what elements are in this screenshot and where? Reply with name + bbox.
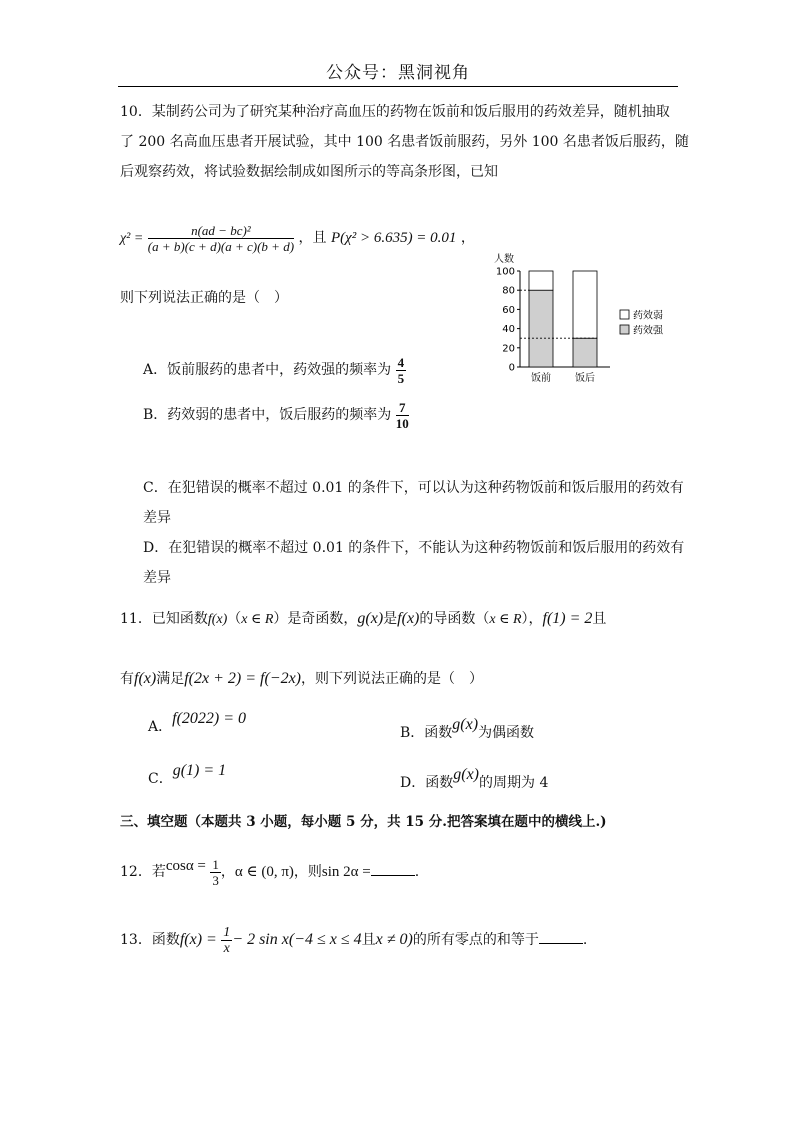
page-header-title: 公众号：黑洞视角 — [326, 63, 470, 83]
bar-segment — [573, 271, 597, 338]
q12-alpha-range: α ∈ (0, π) — [234, 864, 294, 880]
q11-option-d — [400, 768, 548, 798]
legend-label: 药效弱 — [633, 310, 663, 322]
formula-denominator: (a + b)(c + d)(a + c)(b + d) — [147, 238, 295, 254]
q13-fraction — [221, 925, 232, 956]
q11-line2 — [120, 664, 483, 694]
q11-option-b-label: B．函数 — [400, 725, 453, 741]
q13-line — [120, 918, 587, 962]
q11-option-d-math: g(x) — [453, 766, 479, 783]
q13-expression-2: x ≠ 0) — [375, 931, 413, 948]
option-b-fraction — [396, 400, 409, 431]
q12-answer-blank — [371, 863, 415, 876]
q11-functional-equation: f(2x + 2) = f(−2x) — [184, 670, 301, 687]
q11-f-of-x: f(x) — [207, 612, 228, 627]
q12-end: . — [414, 864, 420, 880]
q13-text-1: 13．函数 — [120, 932, 180, 948]
q13-numerator: 1 — [223, 924, 231, 940]
q12-text-2: ， — [220, 864, 235, 880]
stacked-bar-chart — [488, 250, 688, 390]
q11-option-a-math: f(2022) = 0 — [172, 710, 247, 727]
legend-label: 药效强 — [633, 325, 663, 337]
q11-option-d-end: 的周期为 4 — [479, 775, 549, 791]
q12-sin: sin 2α = — [321, 864, 371, 880]
q12-cos: cosα = — [165, 858, 206, 874]
q11-option-b — [400, 718, 534, 748]
y-tick-label: 100 — [495, 266, 515, 278]
bar-segment — [573, 338, 597, 367]
q11-text-3: ）是奇函数， — [273, 611, 358, 627]
q12-denominator: 3 — [212, 872, 219, 888]
q11-text-5: 的导函数（ — [419, 611, 490, 627]
q11-option-c-label: C． — [148, 771, 173, 787]
q11-l2-text-2: 满足 — [156, 671, 185, 687]
q13-fx: f(x) = — [179, 931, 217, 948]
q12-line — [120, 852, 419, 892]
x-category-label: 饭后 — [575, 373, 595, 384]
q13-denominator: x — [223, 940, 230, 956]
q10-line3: 后观察药效，将试验数据绘制成如图所示的等高条形图，已知 — [120, 164, 498, 180]
q10-option-c-line2: 差异 — [143, 510, 171, 526]
formula-end: ， — [460, 230, 475, 246]
q11-option-b-end: 为偶函数 — [478, 725, 535, 741]
formula-numerator: n(ad − bc)² — [148, 223, 294, 239]
q11-text-4: 是 — [383, 611, 398, 627]
option-a-numerator: 4 — [397, 354, 405, 370]
q10-line2: 了 200 名高血压患者开展试验，其中 100 名患者饭前服药，另外 100 名患者饭后服药，随 — [120, 134, 689, 150]
section-3-title: 三、填空题（本题共 3 小题，每小题 5 分，共 15 分.把答案填在题中的横线上.) — [120, 814, 607, 830]
header-divider — [118, 86, 678, 87]
q12-fraction — [210, 857, 221, 888]
q10-line1: 10．某制药公司为了研究某种治疗高血压的药物在饭前和饭后服用的药效差异，随机抽取 — [120, 104, 670, 120]
option-a-text: A．饭前服药的患者中，药效强的频率为 — [143, 362, 392, 378]
formula-lhs: χ² = — [120, 231, 144, 246]
probability-expression: P(χ² > 6.635) = 0.01 — [330, 230, 457, 246]
formula-and: ，且 — [298, 230, 327, 246]
q13-answer-blank — [539, 931, 583, 944]
q11-option-c-math: g(1) = 1 — [172, 762, 227, 779]
q11-g-of-x: g(x) — [357, 610, 384, 627]
q10-option-b — [143, 395, 409, 435]
option-b-text: B．药效弱的患者中，饭后服药的频率为 — [143, 407, 392, 423]
q11-option-c — [148, 764, 226, 794]
bar-segment — [529, 271, 553, 290]
q11-option-b-math: g(x) — [452, 716, 479, 733]
q11-domain-2: x ∈ R — [489, 612, 522, 627]
q10-option-d-line2: 差异 — [143, 570, 171, 586]
legend-swatch — [620, 325, 629, 334]
y-tick-label: 40 — [502, 324, 515, 336]
q11-text-7: 且 — [592, 611, 607, 627]
x-category-label: 饭前 — [531, 373, 551, 384]
q10-option-d-line1: D．在犯错误的概率不超过 0.01 的条件下，不能认为这种药物饭前和饭后服用的药效有 — [143, 540, 685, 556]
q11-line1 — [120, 604, 606, 634]
q11-option-a-label: A． — [148, 719, 173, 735]
option-a-denominator: 5 — [397, 370, 405, 386]
q13-text-2: 的所有零点的和等于 — [412, 932, 539, 948]
legend-swatch — [620, 310, 629, 319]
q11-f-of-1: f(1) = 2 — [542, 610, 593, 627]
option-b-denominator: 10 — [395, 415, 409, 431]
y-tick-label: 60 — [502, 304, 515, 316]
option-b-numerator: 7 — [396, 400, 409, 416]
bar-segment — [529, 290, 553, 367]
formula-fraction — [148, 223, 294, 254]
q10-option-a — [143, 350, 406, 390]
q13-end: . — [582, 932, 588, 948]
q10-prompt: 则下列说法正确的是（ ） — [120, 290, 288, 306]
q11-text-2: （ — [227, 611, 242, 627]
q13-expression: − 2 sin x(−4 ≤ x ≤ 4 — [232, 931, 362, 948]
q11-l2-text-1: 有 — [120, 671, 134, 687]
q11-l2-f-of-x: f(x) — [134, 670, 157, 687]
q11-text-1: 11．已知函数 — [120, 611, 208, 627]
q11-domain: x ∈ R — [241, 612, 274, 627]
q11-l2-text-3: ，则下列说法正确的是（ ） — [301, 671, 483, 687]
y-axis-label: 人数 — [494, 254, 514, 265]
q11-option-d-label: D．函数 — [400, 775, 454, 791]
y-tick-label: 80 — [502, 285, 515, 297]
y-tick-label: 0 — [508, 362, 515, 374]
option-a-fraction — [396, 355, 407, 386]
q10-option-c-line1: C．在犯错误的概率不超过 0.01 的条件下，可以认为这种药物饭前和饭后服用的药效有 — [143, 480, 684, 496]
q11-option-a — [148, 712, 246, 742]
q12-text-3: ，则 — [293, 864, 322, 880]
q11-f-of-x-2: f(x) — [397, 610, 420, 627]
q13-qie: 且 — [361, 932, 376, 948]
y-tick-label: 20 — [502, 343, 515, 355]
q11-text-6: ）， — [521, 611, 543, 627]
q12-numerator: 1 — [212, 856, 219, 872]
q12-text-1: 12．若 — [120, 864, 166, 880]
q10-chi-formula — [120, 218, 475, 258]
